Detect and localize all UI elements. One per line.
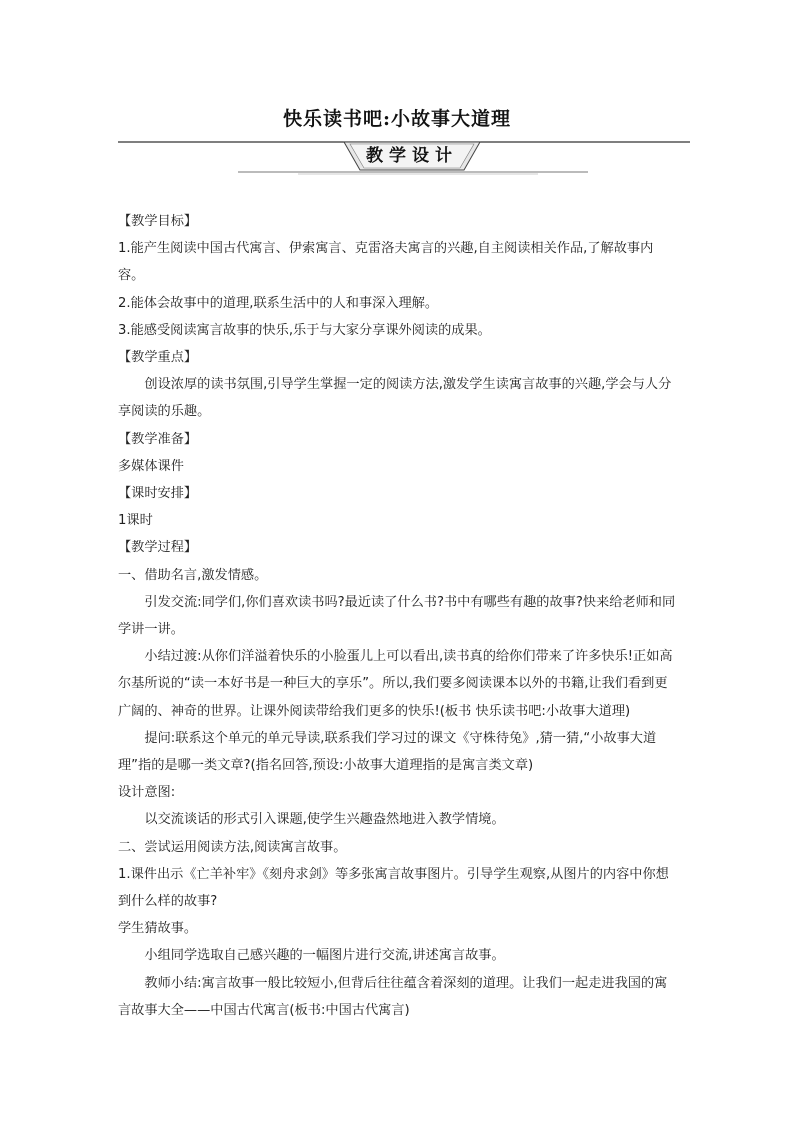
paragraph: 1.课件出示《亡羊补牢》《刻舟求剑》等多张寓言故事图片。引导学生观察,从图片的内容中你想到什么样的故事? xyxy=(118,866,669,910)
section-heading: 【教学目标】 xyxy=(118,214,198,229)
banner-label: 教学设计 xyxy=(366,146,458,166)
paragraph: 1.能产生阅读中国古代寓言、伊索寓言、克雷洛夫寓言的兴趣,自主阅读相关作品,了解故事内容。 xyxy=(118,241,654,284)
paragraph: 引发交流:同学们,你们喜欢读书吗?最近读了什么书?书中有哪些有趣的故事?快来给老师和同学讲一讲。 xyxy=(118,594,676,638)
section-heading: 【教学重点】 xyxy=(118,350,198,366)
section-heading: 【教学过程】 xyxy=(118,540,198,556)
paragraph: 小结过渡:从你们洋溢着快乐的小脸蛋儿上可以看出,读书真的给你们带来了许多快乐!正如高尔基所说的“读一本好书是一种巨大的享乐”。所以,我们要多阅读课本以外的书籍,让我们看到更广阔的、神奇的世界。让课外阅读带给我们更多的快乐!(板书 快乐读书吧:小故事大道理) xyxy=(118,649,673,719)
section-heading: 【课时安排】 xyxy=(118,486,198,502)
paragraph: 提问:联系这个单元的单元导读,联系我们学习过的课文《守株待兔》,猜一猜,“小故事大道理”指的是哪一类文章?(指名回答,预设:小故事大道理指的是寓言类文章) xyxy=(118,730,657,774)
paragraph: 学生猜故事。 xyxy=(118,921,198,937)
paragraph: 设计意图: xyxy=(118,785,176,801)
section-banner xyxy=(118,136,690,176)
paragraph: 创设浓厚的读书氛围,引导学生掌握一定的阅读方法,激发学生读寓言故事的兴趣,学会与人分享阅读的乐趣。 xyxy=(118,377,672,420)
paragraph: 多媒体课件 xyxy=(118,458,184,474)
document-body xyxy=(118,208,678,1024)
page-title: 快乐读书吧:小故事大道理 xyxy=(282,108,511,130)
paragraph: 二、尝试运用阅读方法,阅读寓言故事。 xyxy=(118,839,347,855)
paragraph: 以交流谈话的形式引入课题,使学生兴趣盎然地进入教学情境。 xyxy=(144,812,505,828)
paragraph: 1课时 xyxy=(118,513,153,529)
section-heading: 【教学准备】 xyxy=(118,431,198,447)
paragraph: 教师小结:寓言故事一般比较短小,但背后往往蕴含着深刻的道理。让我们一起走进我国的寓言故事大全——中国古代寓言(板书:中国古代寓言) xyxy=(118,975,668,1018)
paragraph: 2.能体会故事中的道理,联系生活中的人和事深入理解。 xyxy=(118,295,439,311)
paragraph: 3.能感受阅读寓言故事的快乐,乐于与大家分享课外阅读的成果。 xyxy=(118,322,491,338)
paragraph: 一、借助名言,激发情感。 xyxy=(118,567,268,583)
paragraph: 小组同学选取自己感兴趣的一幅图片进行交流,讲述寓言故事。 xyxy=(144,948,505,964)
